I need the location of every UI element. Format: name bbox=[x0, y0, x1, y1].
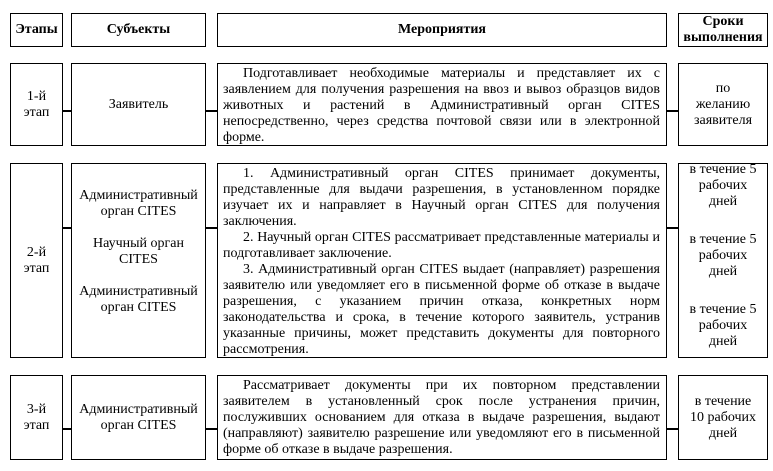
row2-subject-3: Административный орган CITES bbox=[79, 283, 198, 315]
row2-terms-3: в течение 5 рабочих дней bbox=[689, 301, 757, 349]
row2-subject-1: Административный орган CITES bbox=[79, 187, 198, 219]
header-stages bbox=[10, 13, 63, 47]
row3-connector-activities-terms bbox=[666, 428, 679, 430]
header-stages-label: Этапы bbox=[15, 22, 58, 37]
row1-terms-label: по желанию заявителя bbox=[693, 80, 753, 128]
row2-subject-2: Научный орган CITES bbox=[93, 235, 184, 267]
row1-stage-label: 1-й этап bbox=[23, 88, 50, 120]
row2-subjects-box bbox=[71, 163, 206, 358]
row3-subject-box bbox=[71, 375, 206, 460]
row3-connector-stage-subject bbox=[63, 428, 72, 430]
row2-activities-box bbox=[217, 163, 667, 358]
row2-connector-activities-terms bbox=[666, 227, 679, 229]
row2-activity-paragraph-3: 3. Административный орган CITES выдает (направляет) разрешения заявителю или уведомляет его в письменной форме об отказе в выдаче разрешения, с указанием причин отказа, конкретных норм законодательства и срока, в течение которого заявитель, устранив указанные причины, может представить документы для повторного рассмотрения. bbox=[223, 262, 660, 357]
row3-terms-box bbox=[678, 375, 768, 460]
row2-connector-stage-subject bbox=[63, 227, 72, 229]
header-terms-label: Сроки выполнения bbox=[683, 14, 763, 45]
row2-activity-paragraph-2: 2. Научный орган CITES рассматривает представленные материалы и подготавливает заключение. bbox=[223, 230, 660, 261]
row2-connector-subject-activities bbox=[206, 227, 218, 229]
row2-terms-1: в течение 5 рабочих дней bbox=[689, 161, 757, 209]
row1-subject-box bbox=[71, 63, 206, 146]
row2-activity-paragraph-1: 1. Административный орган CITES принимает документы, представленные для выдачи разрешения, в установленном порядке изучает их и направляет в Научный орган CITES для получения заключения. bbox=[223, 166, 660, 229]
header-subjects bbox=[71, 13, 206, 47]
header-subjects-label: Субъекты bbox=[106, 22, 171, 37]
header-terms bbox=[678, 13, 768, 47]
row3-activity-paragraph: Рассматривает документы при их повторном представлении заявителем в установленный срок после устранения причин, послуживших основанием для отказа в выдаче разрешения, выдают (направляют) заявителю разрешение или уведомляют его в письменной форме об отказе в выдаче разрешения. bbox=[223, 378, 660, 457]
row2-terms-box bbox=[678, 163, 768, 358]
row1-connector-activities-terms bbox=[666, 110, 679, 112]
row1-activity-paragraph: Подготавливает необходимые материалы и представляет их с заявлением для получения разрешения на ввоз и вывоз образцов видов животных и растений в Административный орган CITES непосредственно, через средства почтовой связи или в электронной форме. bbox=[223, 66, 660, 145]
header-activities bbox=[217, 13, 667, 47]
row1-subject-label: Заявитель bbox=[108, 96, 169, 112]
row3-connector-subject-activities bbox=[206, 428, 218, 430]
row1-terms-box bbox=[678, 63, 768, 146]
row3-terms-label: в течение 10 рабочих дней bbox=[689, 393, 756, 441]
row2-stage-box bbox=[10, 163, 63, 358]
row1-stage-box bbox=[10, 63, 63, 146]
row1-connector-subject-activities bbox=[206, 110, 218, 112]
row2-terms-2: в течение 5 рабочих дней bbox=[689, 231, 757, 279]
row1-connector-stage-subject bbox=[63, 110, 72, 112]
row3-subject-label: Административный орган CITES bbox=[79, 401, 198, 433]
row2-stage-label: 2-й этап bbox=[23, 244, 50, 276]
row3-activities-box bbox=[217, 375, 667, 460]
row3-stage-box bbox=[10, 375, 63, 460]
row1-activities-box bbox=[217, 63, 667, 146]
header-activities-label: Мероприятия bbox=[397, 22, 487, 37]
row3-stage-label: 3-й этап bbox=[23, 401, 50, 433]
